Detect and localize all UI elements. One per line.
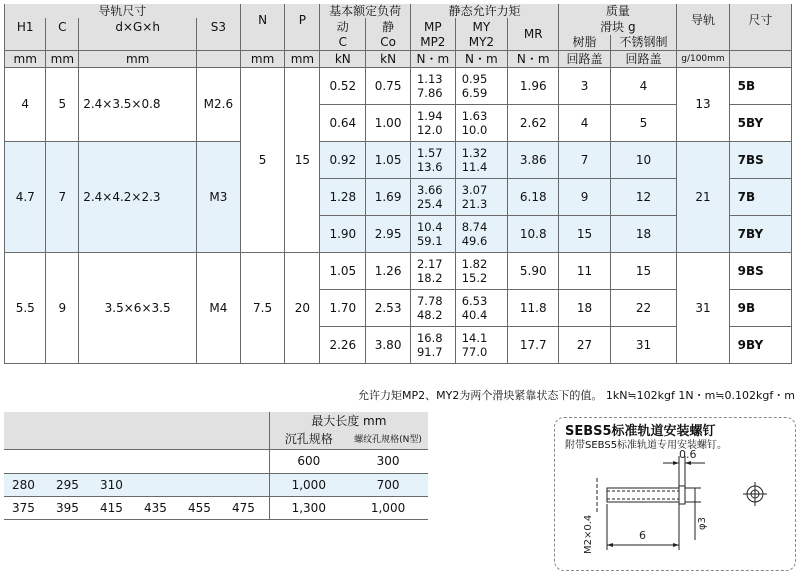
mp2-cell: 91.7 [416,344,443,359]
mp2-cell: 59.1 [416,233,443,248]
steel-cell: 31 [610,326,677,363]
size-header: 尺寸 [729,4,791,35]
moment-note: 允许力矩MP2、MY2为两个滑块紧靠状态下的值。 1kN≒102kgf 1N・m≒0.102kgf・m [358,389,795,402]
mp2-header: MP2 [410,35,455,50]
unit-mr: N・m [508,50,559,67]
resin-cell: 3 [559,67,610,104]
block-header: 滑块 g [559,18,677,35]
mr-cell: 3.86 [508,141,559,178]
max-length-title: 最大长度 mm [269,412,428,429]
screw-info-box [554,417,796,571]
basic-load-header: 基本额定负荷 [320,4,411,18]
sta-cell: 3.80 [366,326,411,363]
tapped-length: 1,000 [348,496,428,519]
my2-cell: 6.59 [461,85,488,100]
c-cell: 7 [46,141,79,252]
sta-cell: 1.69 [366,178,411,215]
my-cell: 6.53 [461,293,488,308]
mp2-cell: 7.86 [416,85,443,100]
my2-cell: 40.4 [461,307,488,322]
my2-cell: 15.2 [461,270,488,285]
c-cell: 9 [46,252,79,363]
mr-cell: 1.96 [508,67,559,104]
mr-header: MR [508,18,559,50]
my-cell: 3.07 [461,182,488,197]
rail-mass-cell: 21 [677,141,729,252]
screw-title: SEBS5标准轨道安装螺钉 [565,424,716,439]
rail-size-header: 导轨尺寸 [5,4,241,18]
s3-cell: M3 [197,141,241,252]
unit-dyn: kN [320,50,366,67]
screw-subtitle: 附带SEBS5标准轨道专用安装螺钉。 [565,440,728,451]
dyn-cell: 1.70 [320,289,366,326]
size-cell: 7B [729,178,791,215]
resin-cell: 27 [559,326,610,363]
mp-cell: 1.57 [416,145,443,160]
steel-cell: 22 [610,289,677,326]
mp-cell: 2.17 [416,256,443,271]
steel-cell: 12 [610,178,677,215]
mp2-cell: 25.4 [416,196,443,211]
my2-header: MY2 [455,35,507,50]
dynamic-sym: C [320,35,366,50]
my-cell: 0.95 [461,71,488,86]
unit-mp: N・m [410,50,455,67]
n-cell: 5 [240,67,285,252]
resin-header: 树脂 [559,35,610,50]
tapped-header: 螺纹孔规格(N型) [348,429,428,449]
mp-cell: 3.66 [416,182,443,197]
mr-cell: 10.8 [508,215,559,252]
mp2-cell: 18.2 [416,270,443,285]
c-header: C [46,18,79,35]
size-cell: 7BY [729,215,791,252]
crosshair-icon [743,482,767,506]
counterbore-header: 沉孔规格 [269,429,348,449]
counterbore-length: 1,000 [269,473,348,496]
unit-p: mm [285,50,320,67]
dyn-cell: 1.28 [320,178,366,215]
unit-n: mm [240,50,285,67]
steel-cell: 15 [610,252,677,289]
unit-dgh: mm [79,50,197,67]
spec-table [4,4,792,364]
mr-cell: 17.7 [508,326,559,363]
dyn-cell: 2.26 [320,326,366,363]
screw-drawing [555,418,795,570]
h1-header: H1 [5,18,46,35]
rail-length: 415 [92,496,136,519]
dgh-cell: 2.4×3.5×0.8 [79,67,197,141]
unit-my: N・m [455,50,507,67]
unit-rail: g/100mm [677,50,729,67]
tapped-length: 700 [348,473,428,496]
static-sym: Co [366,35,411,50]
sta-cell: 1.00 [366,104,411,141]
mass-header: 质量 [559,4,677,18]
screw-head [679,486,685,504]
dgh-header: d×G×h [79,18,197,35]
h1-cell: 4 [5,67,46,141]
steel-cell: 10 [610,141,677,178]
size-cell: 5B [729,67,791,104]
rail-length: 310 [92,473,136,496]
unit-h1: mm [5,50,46,67]
rail-length: 375 [4,496,48,519]
rail-mass-cell: 31 [677,252,729,363]
mp2-cell: 13.6 [416,159,443,174]
resin-cell: 9 [559,178,610,215]
mp-cell: 16.8 [416,330,443,345]
resin-cell: 18 [559,289,610,326]
n-header: N [240,4,285,35]
mr-cell: 5.90 [508,252,559,289]
my2-cell: 77.0 [461,344,488,359]
rail-length: 280 [4,473,48,496]
static-moment-header: 静态允许力矩 [410,4,558,18]
dgh-cell: 2.4×4.2×2.3 [79,141,197,252]
my2-cell: 49.6 [461,233,488,248]
my-cell: 1.63 [461,108,488,123]
rail-mass-cell: 13 [677,67,729,141]
my2-cell: 11.4 [461,159,488,174]
rail-length: 295 [48,473,92,496]
mp2-cell: 48.2 [416,307,443,322]
unit-sta: kN [366,50,411,67]
dyn-cell: 0.92 [320,141,366,178]
resin-cell: 4 [559,104,610,141]
rail-header: 导轨 [677,4,729,35]
s3-cell: M2.6 [197,67,241,141]
p-cell: 20 [285,252,320,363]
steel-cell: 18 [610,215,677,252]
my-cell: 14.1 [461,330,488,345]
steel-cap: 回路盖 [610,50,677,67]
sta-cell: 1.26 [366,252,411,289]
my2-cell: 10.0 [461,122,488,137]
length-dim: 6 [639,529,646,542]
my2-cell: 21.3 [461,196,488,211]
s3-header: S3 [197,18,241,35]
counterbore-length: 600 [269,449,348,473]
size-cell: 9B [729,289,791,326]
head-dim: 0.6 [679,448,697,461]
mr-cell: 2.62 [508,104,559,141]
static-header: 静 [366,18,411,35]
dyn-cell: 1.90 [320,215,366,252]
size-cell: 7BS [729,141,791,178]
steel-header: 不锈钢制 [610,35,677,50]
rail-length: 395 [48,496,92,519]
dyn-cell: 1.05 [320,252,366,289]
resin-cap: 回路盖 [559,50,610,67]
sta-cell: 2.53 [366,289,411,326]
max-length-table [4,412,428,520]
mr-cell: 11.8 [508,289,559,326]
sta-cell: 0.75 [366,67,411,104]
screw-shank [607,488,679,502]
size-cell: 9BS [729,252,791,289]
mp2-cell: 12.0 [416,122,443,137]
size-cell: 5BY [729,104,791,141]
dyn-cell: 0.52 [320,67,366,104]
unit-c: mm [46,50,79,67]
mp-cell: 1.13 [416,71,443,86]
my-cell: 8.74 [461,219,488,234]
p-header: P [285,4,320,35]
resin-cell: 15 [559,215,610,252]
dia-dim: φ3 [697,517,708,530]
steel-cell: 5 [610,104,677,141]
mp-cell: 1.94 [416,108,443,123]
rail-length: 475 [224,496,269,519]
rail-length: 455 [180,496,224,519]
dyn-cell: 0.64 [320,104,366,141]
counterbore-length: 1,300 [269,496,348,519]
mr-cell: 6.18 [508,178,559,215]
sta-cell: 2.95 [366,215,411,252]
c-cell: 5 [46,67,79,141]
s3-cell: M4 [197,252,241,363]
resin-cell: 7 [559,141,610,178]
resin-cell: 11 [559,252,610,289]
my-header: MY [455,18,507,35]
h1-cell: 4.7 [5,141,46,252]
sta-cell: 1.05 [366,141,411,178]
mp-cell: 10.4 [416,219,443,234]
my-cell: 1.32 [461,145,488,160]
p-cell: 15 [285,67,320,252]
my-cell: 1.82 [461,256,488,271]
size-cell: 9BY [729,326,791,363]
n-cell: 7.5 [240,252,285,363]
dynamic-header: 动 [320,18,366,35]
dgh-cell: 3.5×6×3.5 [79,252,197,363]
tapped-length: 300 [348,449,428,473]
steel-cell: 4 [610,67,677,104]
mp-cell: 7.78 [416,293,443,308]
h1-cell: 5.5 [5,252,46,363]
thread-dim: M2×0.4 [583,514,594,554]
mp-header: MP [410,18,455,35]
rail-length: 435 [136,496,180,519]
